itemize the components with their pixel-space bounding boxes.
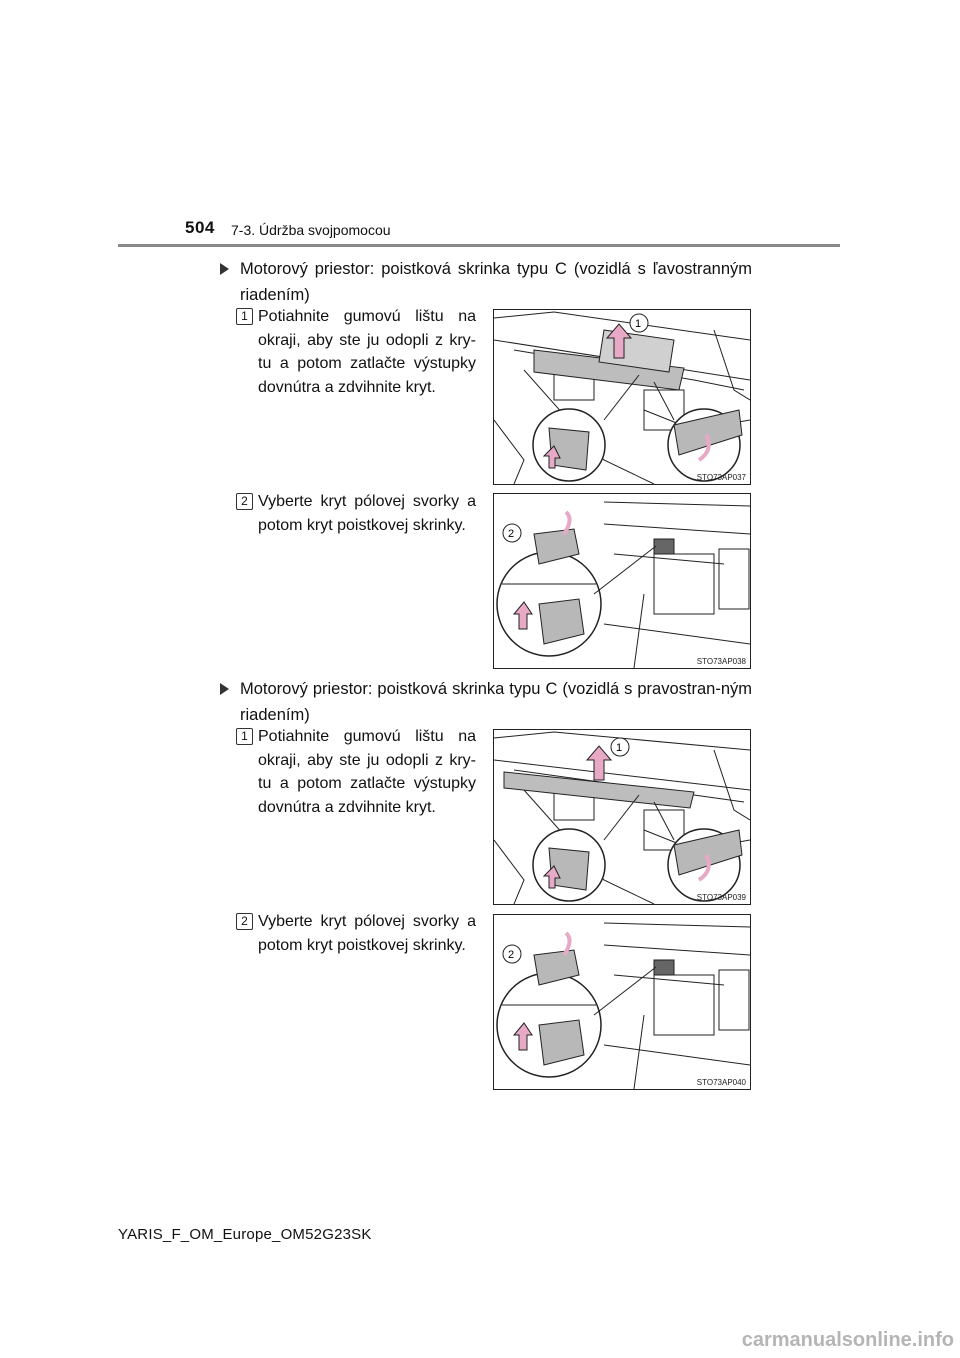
figure-callout: 2 xyxy=(508,528,515,540)
step-number-badge: 1 xyxy=(236,308,253,325)
step-text: Potiahnite gumovú lištu na okraji, aby ste ju odopli z kry-tu a potom zatlačte výstupky dovnútra a zdvihnite kryt. xyxy=(258,308,476,396)
section-title-rhd: Motorový priestor: poistková skrinka typu C (vozidlá s pravostran-ným riadením) xyxy=(222,676,752,728)
battery-illustration xyxy=(494,494,750,668)
figure-code: STO73AP037 xyxy=(696,473,746,482)
figure-code: STO73AP038 xyxy=(696,657,746,666)
section-title-lhd: Motorový priestor: poistková skrinka typu C (vozidlá s ľavostranným riadením) xyxy=(222,256,752,308)
step-number-badge: 2 xyxy=(236,493,253,510)
figure-fusebox-cover-lhd xyxy=(493,309,751,485)
figure-callout: 2 xyxy=(508,949,515,961)
engine-bay-illustration xyxy=(494,730,750,904)
header-divider xyxy=(118,244,840,247)
triangle-bullet-icon xyxy=(220,263,229,275)
figure-code: STO73AP040 xyxy=(696,1078,746,1087)
figure-terminal-cover-lhd xyxy=(493,493,751,669)
battery-illustration xyxy=(494,915,750,1089)
watermark: carmanualsonline.info xyxy=(741,1329,954,1351)
arrow-up-icon xyxy=(587,746,611,780)
engine-bay-illustration xyxy=(494,310,750,484)
figure-code: STO73AP039 xyxy=(696,893,746,902)
step-text: Vyberte kryt pólovej svorky a potom kryt poistkovej skrinky. xyxy=(258,913,476,954)
step-text: Potiahnite gumovú lištu na okraji, aby ste ju odopli z kry-tu a potom zatlačte výstupky dovnútra a zdvihnite kryt. xyxy=(258,728,476,816)
step-text: Vyberte kryt pólovej svorky a potom kryt poistkovej skrinky. xyxy=(258,493,476,534)
chapter-title: 7-3. Údržba svojpomocou xyxy=(231,222,391,238)
triangle-bullet-icon xyxy=(220,683,229,695)
step-number-badge: 2 xyxy=(236,913,253,930)
document-footer: YARIS_F_OM_Europe_OM52G23SK xyxy=(118,1226,372,1243)
page-number: 504 xyxy=(185,218,215,237)
figure-callout: 1 xyxy=(616,742,623,754)
figure-terminal-cover-rhd xyxy=(493,914,751,1090)
figure-fusebox-cover-rhd xyxy=(493,729,751,905)
figure-callout: 1 xyxy=(635,318,642,330)
step-number-badge: 1 xyxy=(236,728,253,745)
